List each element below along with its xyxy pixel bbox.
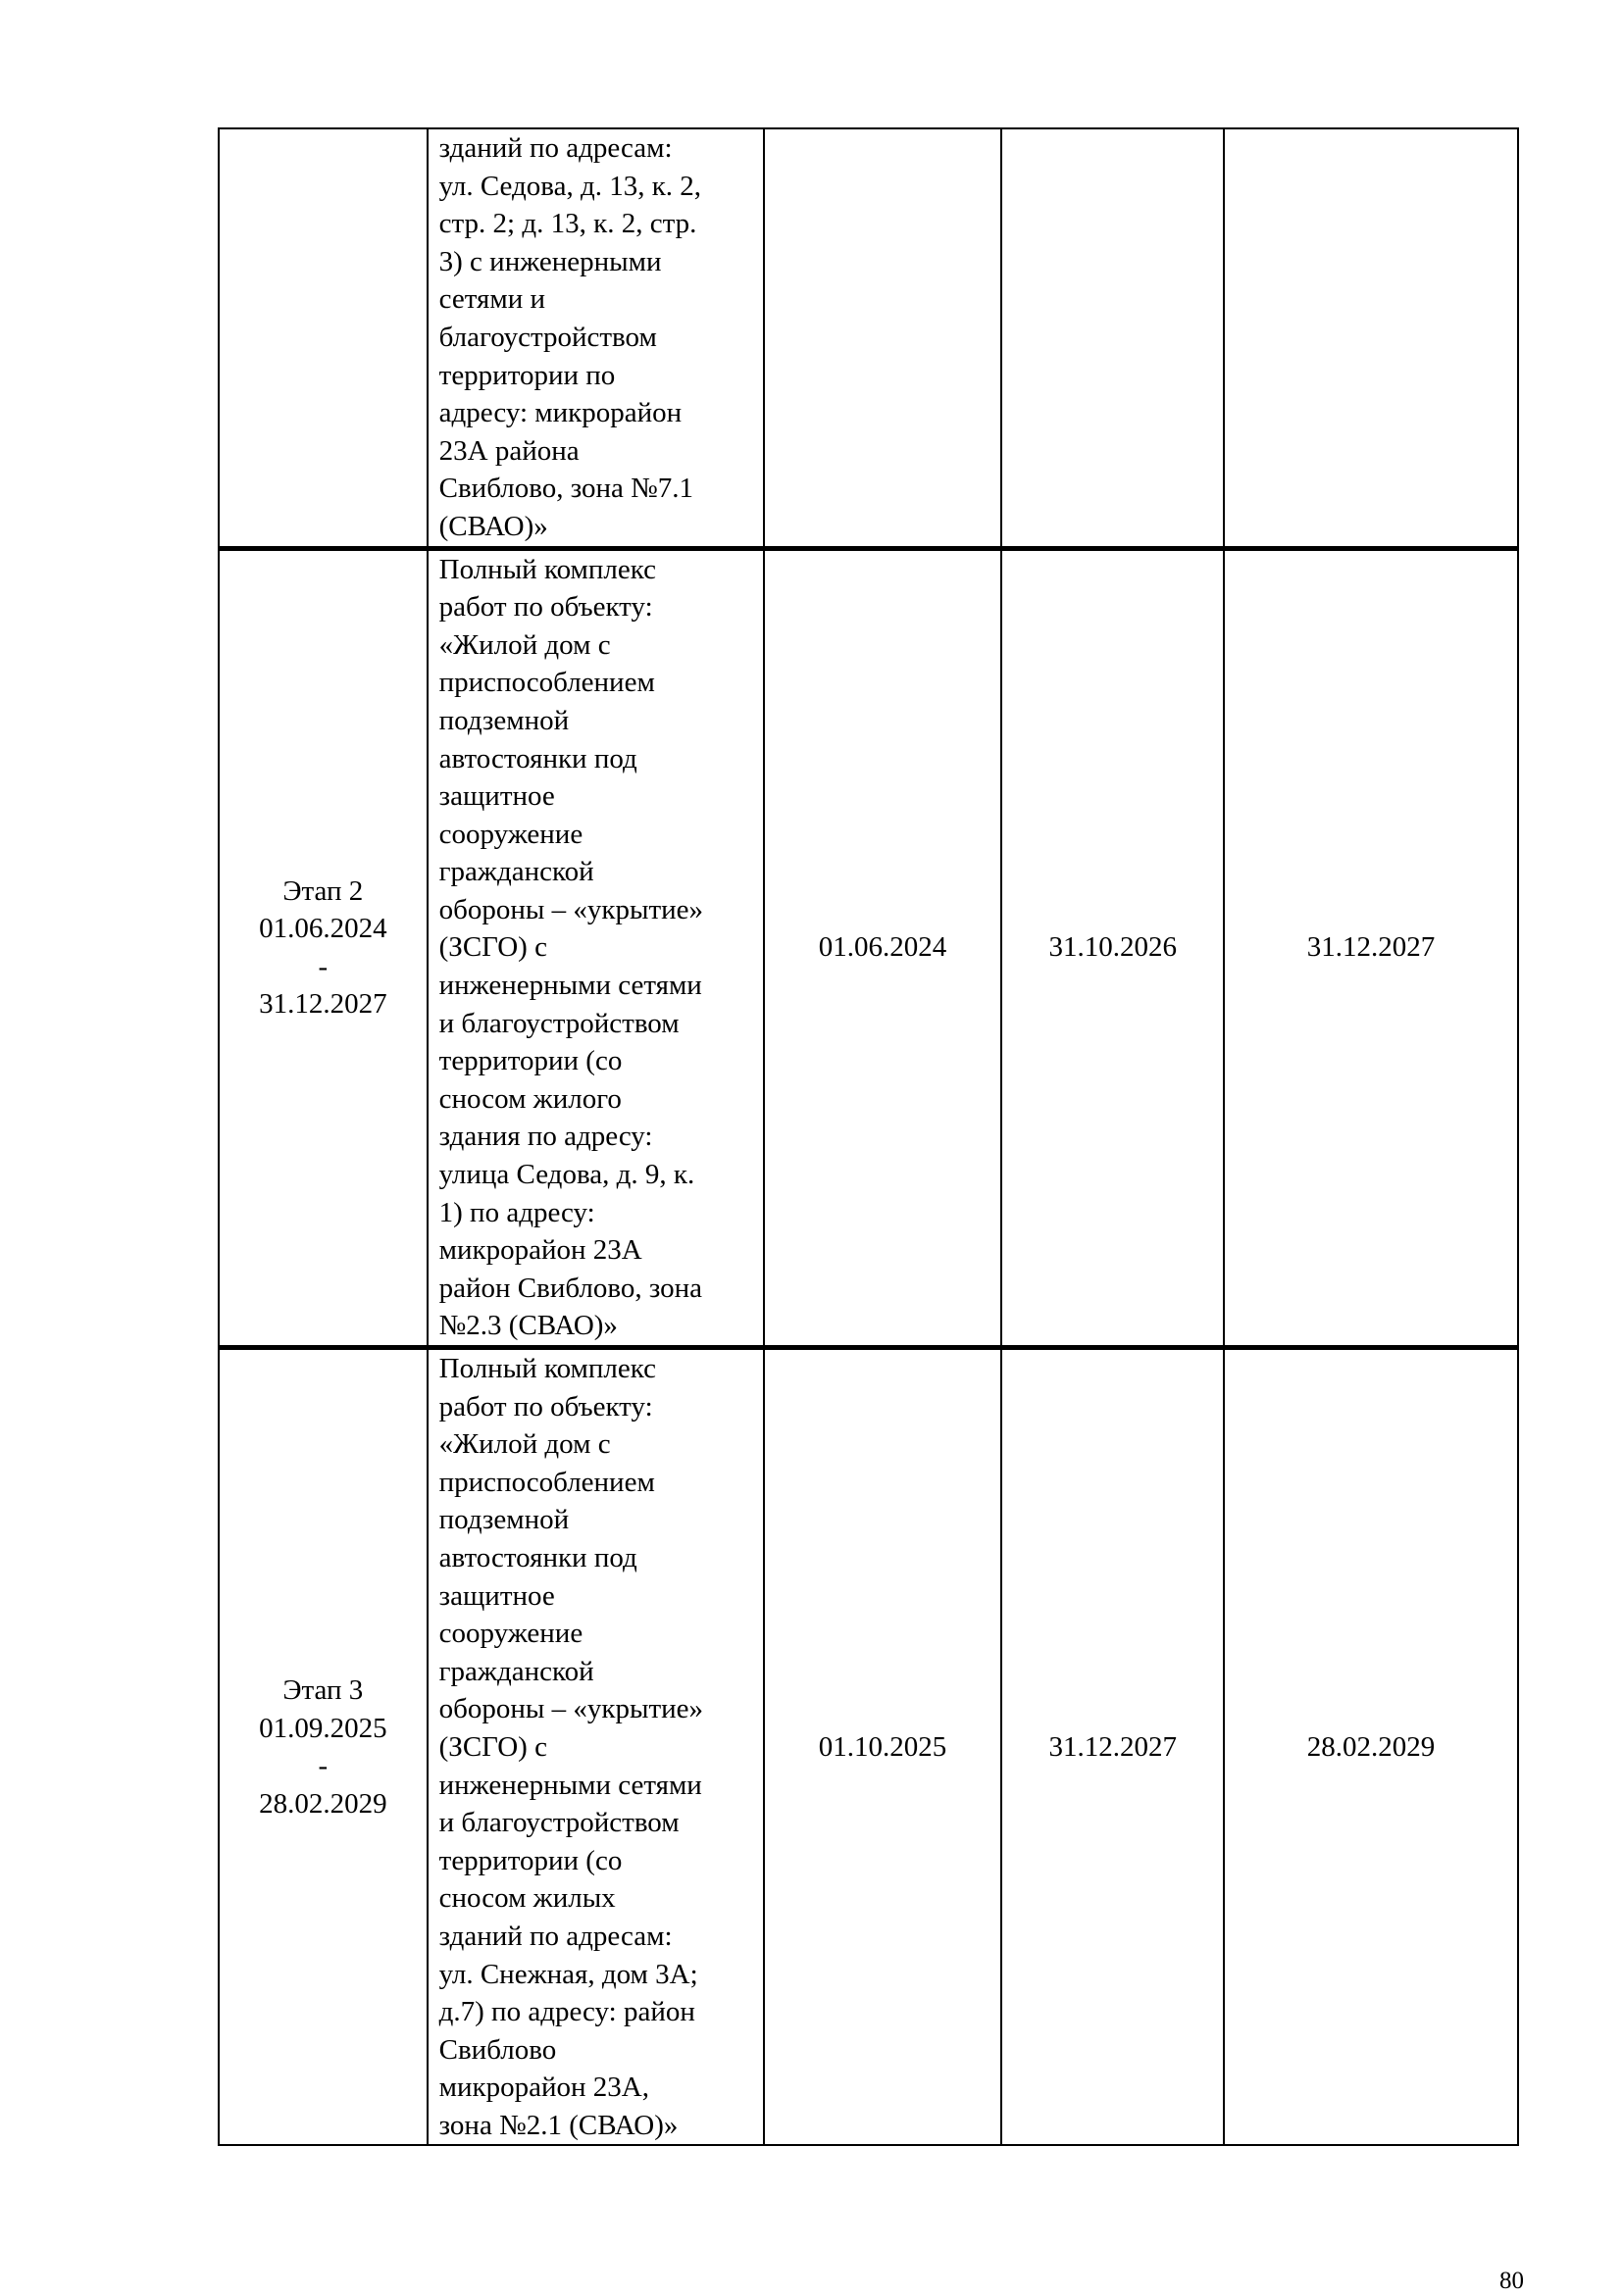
description-line: 3) с инженерными bbox=[438, 245, 662, 277]
mid-date-cell: 31.12.2027 bbox=[1001, 1348, 1224, 2146]
description-line: гражданской bbox=[438, 856, 594, 888]
description-line: приспособлением bbox=[438, 667, 655, 699]
mid-date-cell: 31.10.2026 bbox=[1001, 548, 1224, 1347]
description-line: «Жилой дом с bbox=[438, 628, 611, 661]
description-line: здания по адресу: bbox=[438, 1121, 653, 1153]
stage-start: 01.06.2024 bbox=[259, 913, 387, 945]
description-line: территории по bbox=[438, 359, 616, 391]
stage-title: Этап 3 bbox=[282, 1674, 364, 1707]
end-date-cell: 31.12.2027 bbox=[1224, 548, 1518, 1347]
description-line: зданий по адресам: bbox=[438, 1920, 673, 1952]
stage-end: 31.12.2027 bbox=[259, 988, 387, 1021]
description-line: сносом жилых bbox=[438, 1882, 616, 1915]
description-line: подземной bbox=[438, 1504, 570, 1536]
description-line: подземной bbox=[438, 704, 570, 736]
schedule-table bbox=[218, 127, 1519, 2146]
description-line: и благоустройством bbox=[438, 1807, 680, 1839]
end-date-cell bbox=[1224, 128, 1518, 548]
description-line: работ по объекту: bbox=[438, 591, 653, 624]
stage-cell bbox=[219, 128, 428, 548]
stage-end: 28.02.2029 bbox=[259, 1787, 387, 1820]
stage-start: 01.09.2025 bbox=[259, 1712, 387, 1744]
description-line: зона №2.1 (СВАО)» bbox=[438, 2109, 679, 2141]
description-line: адресу: микрорайон bbox=[438, 397, 683, 429]
description-line: Свиблово, зона №7.1 bbox=[438, 473, 694, 505]
table-row bbox=[219, 548, 1518, 1347]
description-line: сооружение bbox=[438, 1618, 583, 1650]
description-line: район Свиблово, зона bbox=[438, 1272, 703, 1304]
description-line: благоустройством bbox=[438, 321, 657, 353]
description-line: (СВАО)» bbox=[438, 510, 548, 542]
description-line: Полный комплекс bbox=[438, 553, 656, 585]
description-line: обороны – «укрытие» bbox=[438, 893, 704, 925]
start-date-cell: 01.06.2024 bbox=[764, 548, 1002, 1347]
description-line: 23А района bbox=[438, 434, 580, 467]
description-line: 1) по адресу: bbox=[438, 1196, 595, 1228]
description-line: д.7) по адресу: район bbox=[438, 1996, 695, 2028]
description-line: «Жилой дом с bbox=[438, 1428, 611, 1461]
description-line: ул. Седова, д. 13, к. 2, bbox=[438, 170, 702, 202]
start-date-cell: 01.10.2025 bbox=[764, 1348, 1002, 2146]
description-line: ул. Снежная, дом 3А; bbox=[438, 1958, 698, 1990]
start-date-cell bbox=[764, 128, 1002, 548]
description-line: улица Седова, д. 9, к. bbox=[438, 1159, 695, 1191]
description-cell bbox=[428, 128, 764, 548]
description-line: защитное bbox=[438, 780, 555, 813]
description-line: №2.3 (СВАО)» bbox=[438, 1310, 618, 1342]
description-line: территории (со bbox=[438, 1045, 623, 1077]
description-line: инженерными сетями bbox=[438, 1769, 702, 1801]
description-line: (ЗСГО) с bbox=[438, 1730, 547, 1763]
description-line: зданий по адресам: bbox=[438, 132, 673, 164]
description-line: автостоянки под bbox=[438, 1541, 637, 1573]
description-line: стр. 2; д. 13, к. 2, стр. bbox=[438, 208, 697, 240]
description-line: автостоянки под bbox=[438, 742, 637, 774]
table-row bbox=[219, 128, 1518, 548]
end-date-cell: 28.02.2029 bbox=[1224, 1348, 1518, 2146]
description-line: работ по объекту: bbox=[438, 1390, 653, 1423]
description-line: защитное bbox=[438, 1579, 555, 1612]
description-line: микрорайон 23А bbox=[438, 1234, 642, 1267]
description-line: сносом жилого bbox=[438, 1082, 622, 1115]
mid-date-cell bbox=[1001, 128, 1224, 548]
description-line: Свиблово bbox=[438, 2033, 557, 2066]
description-line: приспособлением bbox=[438, 1466, 655, 1498]
table-row bbox=[219, 1348, 1518, 2146]
description-cell bbox=[428, 1348, 764, 2146]
page-number: 80 bbox=[1499, 2268, 1524, 2294]
description-line: территории (со bbox=[438, 1844, 623, 1876]
description-line: и благоустройством bbox=[438, 1007, 680, 1039]
description-cell bbox=[428, 548, 764, 1347]
stage-cell bbox=[219, 548, 428, 1347]
stage-title: Этап 2 bbox=[282, 874, 364, 907]
stage-dash: - bbox=[318, 1750, 329, 1782]
description-line: сетями и bbox=[438, 283, 546, 316]
description-line: обороны – «укрытие» bbox=[438, 1693, 704, 1725]
description-line: микрорайон 23А, bbox=[438, 2071, 649, 2104]
description-line: (ЗСГО) с bbox=[438, 931, 547, 964]
description-line: инженерными сетями bbox=[438, 970, 702, 1002]
stage-dash: - bbox=[318, 950, 329, 982]
stage-cell bbox=[219, 1348, 428, 2146]
description-line: Полный комплекс bbox=[438, 1353, 656, 1384]
description-line: гражданской bbox=[438, 1655, 594, 1687]
description-line: сооружение bbox=[438, 818, 583, 850]
